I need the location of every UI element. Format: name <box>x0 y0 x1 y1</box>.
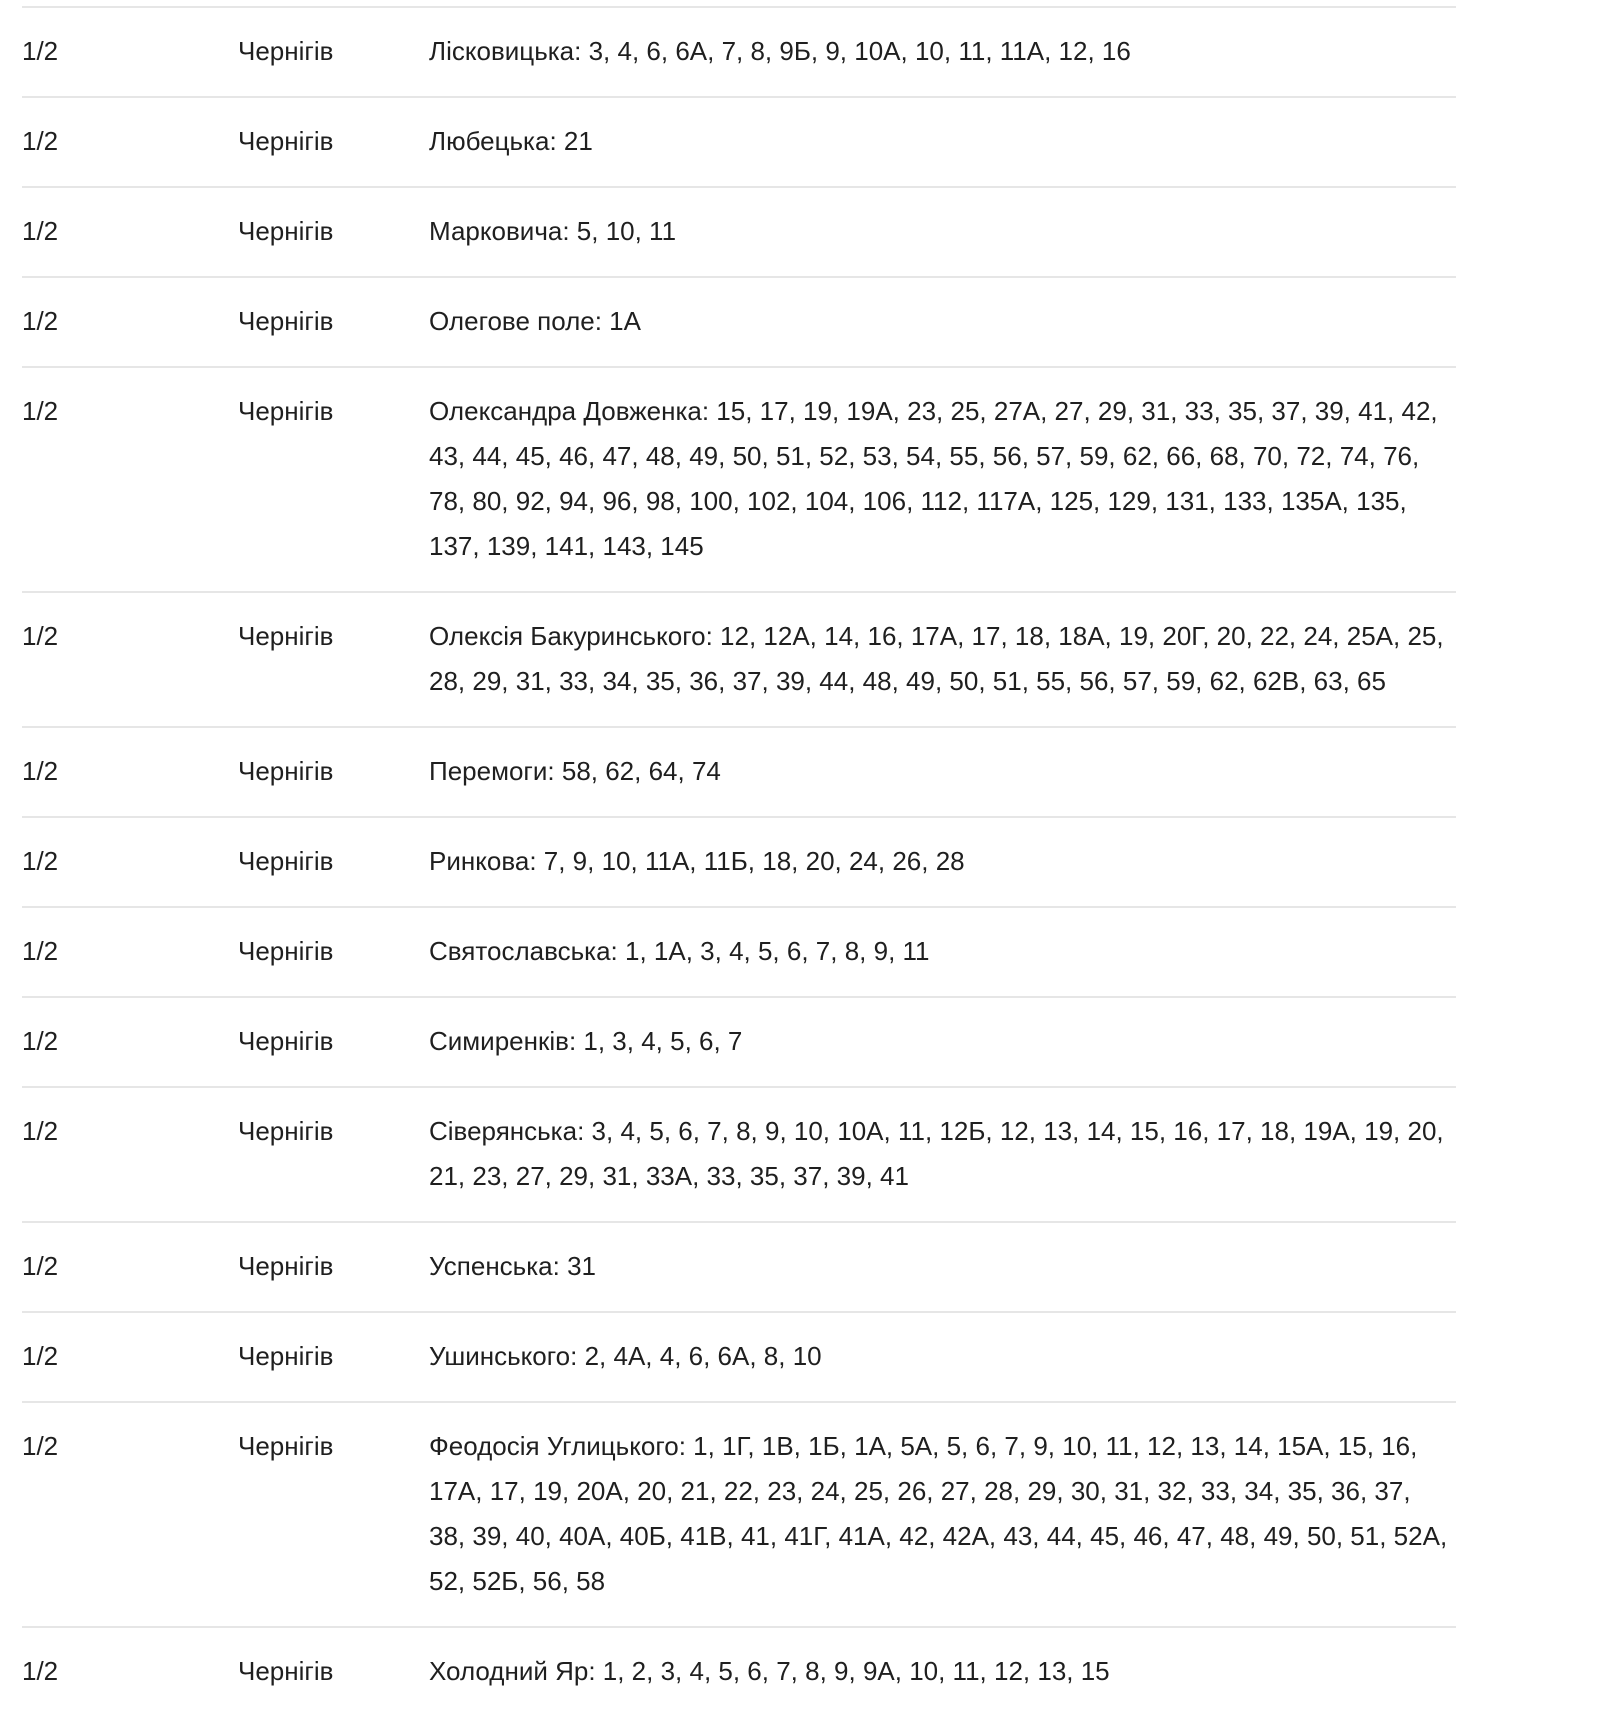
city-cell: Чернігів <box>238 621 334 651</box>
address-cell: Сіверянська: 3, 4, 5, 6, 7, 8, 9, 10, 10А, 11, 12Б, 12, 13, 14, 15, 16, 17, 18, 19А, 19, 20, 21, 23, 27, 29, 31, 33А, 33, 35, 37, 39, 41 <box>429 1116 1444 1191</box>
queue-cell: 1/2 <box>22 756 59 786</box>
queue-cell: 1/2 <box>22 1251 59 1281</box>
queue-cell: 1/2 <box>22 621 59 651</box>
address-cell: Феодосія Углицького: 1, 1Г, 1В, 1Б, 1А, 5А, 5, 6, 7, 9, 10, 11, 12, 13, 14, 15А, 15, 16, 17А, 17, 19, 20А, 20, 21, 22, 23, 24, 25, 26, 27, 28, 29, 30, 31, 32, 33, 34, 35, 36, 37, 38, 39, 40, 40А, 40Б, 41В, 41, 41Г, 41А, 42, 42А, 43, 44, 45, 46, 47, 48, 49, 50, 51, 52А, 52, 52Б, 56, 58 <box>429 1431 1448 1596</box>
table-row <box>22 593 1456 728</box>
address-cell: Холодний Яр: 1, 2, 3, 4, 5, 6, 7, 8, 9, 9А, 10, 11, 12, 13, 15 <box>429 1656 1110 1686</box>
queue-cell: 1/2 <box>22 936 59 966</box>
table-row <box>22 998 1456 1088</box>
city-cell: Чернігів <box>238 396 334 426</box>
table-row <box>22 818 1456 908</box>
city-cell: Чернігів <box>238 756 334 786</box>
address-cell: Лісковицька: 3, 4, 6, 6А, 7, 8, 9Б, 9, 10А, 10, 11, 11А, 12, 16 <box>429 36 1131 66</box>
queue-cell: 1/2 <box>22 1656 59 1686</box>
city-cell: Чернігів <box>238 846 334 876</box>
address-cell: Ринкова: 7, 9, 10, 11А, 11Б, 18, 20, 24, 26, 28 <box>429 846 965 876</box>
address-cell: Олегове поле: 1А <box>429 306 641 336</box>
address-cell: Любецька: 21 <box>429 126 593 156</box>
table-row <box>22 908 1456 998</box>
outage-schedule-table <box>22 6 1456 1716</box>
queue-cell: 1/2 <box>22 1431 59 1461</box>
table-row <box>22 368 1456 593</box>
queue-cell: 1/2 <box>22 1026 59 1056</box>
queue-cell: 1/2 <box>22 1341 59 1371</box>
queue-cell: 1/2 <box>22 216 59 246</box>
address-cell: Олександра Довженка: 15, 17, 19, 19А, 23, 25, 27А, 27, 29, 31, 33, 35, 37, 39, 41, 42, 43, 44, 45, 46, 47, 48, 49, 50, 51, 52, 53, 54, 55, 56, 57, 59, 62, 66, 68, 70, 72, 74, 76, 78, 80, 92, 94, 96, 98, 100, 102, 104, 106, 112, 117А, 125, 129, 131, 133, 135А, 135, 137, 139, 141, 143, 145 <box>429 396 1438 561</box>
city-cell: Чернігів <box>238 1656 334 1686</box>
city-cell: Чернігів <box>238 216 334 246</box>
city-cell: Чернігів <box>238 306 334 336</box>
address-cell: Ушинського: 2, 4А, 4, 6, 6А, 8, 10 <box>429 1341 822 1371</box>
address-cell: Олексія Бакуринського: 12, 12А, 14, 16, 17А, 17, 18, 18А, 19, 20Г, 20, 22, 24, 25А, 25, 28, 29, 31, 33, 34, 35, 36, 37, 39, 44, 48, 49, 50, 51, 55, 56, 57, 59, 62, 62В, 63, 65 <box>429 621 1444 696</box>
queue-cell: 1/2 <box>22 126 59 156</box>
city-cell: Чернігів <box>238 936 334 966</box>
table-row <box>22 1088 1456 1223</box>
city-cell: Чернігів <box>238 1431 334 1461</box>
city-cell: Чернігів <box>238 126 334 156</box>
queue-cell: 1/2 <box>22 306 59 336</box>
table-row <box>22 188 1456 278</box>
table-row <box>22 1628 1456 1716</box>
table-row <box>22 8 1456 98</box>
table-row <box>22 98 1456 188</box>
queue-cell: 1/2 <box>22 846 59 876</box>
table-row <box>22 728 1456 818</box>
queue-cell: 1/2 <box>22 36 59 66</box>
table-row <box>22 278 1456 368</box>
address-cell: Святославська: 1, 1А, 3, 4, 5, 6, 7, 8, 9, 11 <box>429 936 930 966</box>
city-cell: Чернігів <box>238 1341 334 1371</box>
queue-cell: 1/2 <box>22 1116 59 1146</box>
queue-cell: 1/2 <box>22 396 59 426</box>
city-cell: Чернігів <box>238 1026 334 1056</box>
city-cell: Чернігів <box>238 1251 334 1281</box>
table-row <box>22 1313 1456 1403</box>
address-cell: Перемоги: 58, 62, 64, 74 <box>429 756 721 786</box>
city-cell: Чернігів <box>238 36 334 66</box>
address-cell: Симиренків: 1, 3, 4, 5, 6, 7 <box>429 1026 743 1056</box>
address-cell: Успенська: 31 <box>429 1251 596 1281</box>
table-row <box>22 1223 1456 1313</box>
address-cell: Марковича: 5, 10, 11 <box>429 216 677 246</box>
city-cell: Чернігів <box>238 1116 334 1146</box>
table-row <box>22 1403 1456 1628</box>
